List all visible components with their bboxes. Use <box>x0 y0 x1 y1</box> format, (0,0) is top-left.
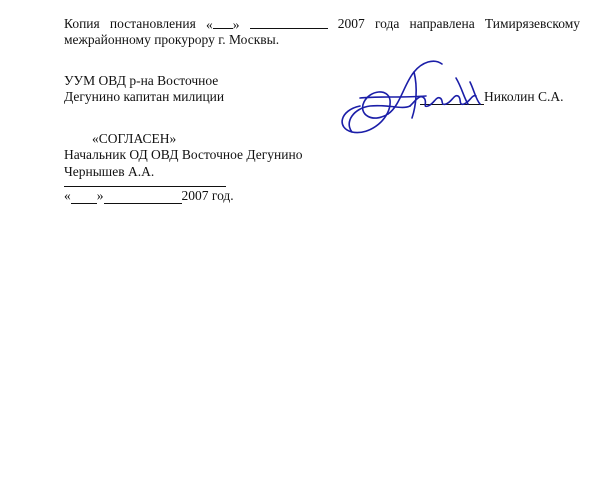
quote-close: » <box>232 17 240 32</box>
date-quote-open: « <box>64 188 71 203</box>
copy-year: 2007 <box>337 16 365 31</box>
copy-statement-line2: межрайонному прокурору г. Москвы. <box>64 32 280 47</box>
date-month-blank <box>104 191 182 204</box>
copy-word-timiryazevskomu: Тимирязевскому <box>484 16 580 31</box>
copy-word-goda: года <box>374 16 400 31</box>
officer-position-line1: УУМ ОВД р-на Восточное <box>64 73 219 88</box>
signature-icon <box>330 48 500 144</box>
date-quote-close: » <box>96 188 104 203</box>
officer-position-line2: Дегунино капитан милиции <box>64 89 225 104</box>
date-suffix: 2007 год. <box>181 188 234 203</box>
copy-word-kopiya: Копия <box>64 16 100 31</box>
copy-statement-line1 <box>64 16 580 33</box>
chief-name: Чернышев А.А. <box>64 164 155 179</box>
date-day-blank <box>71 191 97 204</box>
chief-signature-line <box>64 186 226 187</box>
quote-open: « <box>205 17 213 32</box>
chief-position: Начальник ОД ОВД Восточное Дегунино <box>64 147 303 162</box>
day-blank <box>213 16 233 29</box>
copy-word-postanovleniya: постановления <box>109 16 196 31</box>
officer-name: Николин С.А. <box>484 89 564 104</box>
copy-quoted-day <box>206 16 240 33</box>
copy-word-napravlena: направлена <box>409 16 475 31</box>
approval-date-line <box>64 188 234 204</box>
month-blank <box>250 16 328 29</box>
approval-heading: «СОГЛАСЕН» <box>92 131 177 146</box>
